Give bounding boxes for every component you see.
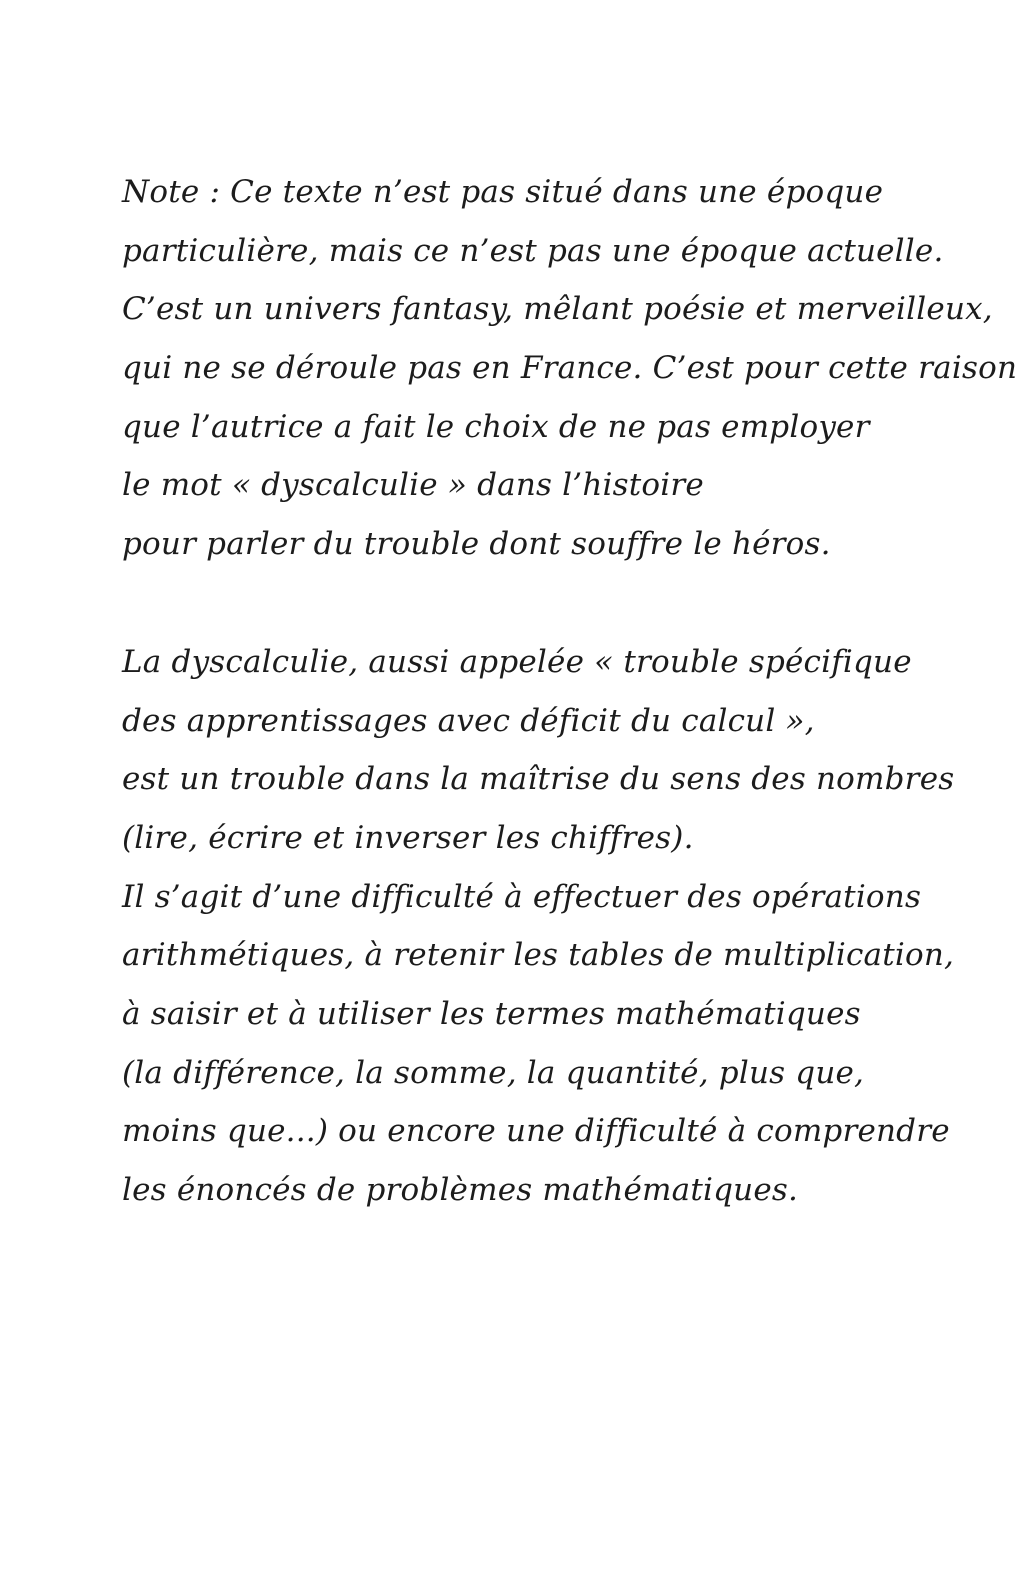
text-line: moins que...) ou encore une difficulté à comprendre <box>122 1113 950 1150</box>
text-line: que l’autrice a fait le choix de ne pas employer <box>122 408 870 445</box>
text-line: Il s’agit d’une difficulté à effectuer des opérations <box>122 878 922 915</box>
text-line: C’est un univers fantasy, mêlant poésie et merveilleux, <box>122 291 993 328</box>
text-line: pour parler du trouble dont souffre le héros. <box>122 526 831 563</box>
text-line: (lire, écrire et inverser les chiffres). <box>122 819 694 856</box>
text-line: Note : Ce texte n’est pas situé dans une époque <box>122 174 884 210</box>
text-line: le mot « dyscalculie » dans l’histoire <box>122 467 704 504</box>
definition-paragraph <box>122 633 955 1220</box>
text-block <box>122 163 1018 1220</box>
text-line: est un trouble dans la maîtrise du sens des nombres <box>122 761 955 798</box>
text-line: (la différence, la somme, la quantité, plus que, <box>122 1054 865 1091</box>
text-line: particulière, mais ce n’est pas une époque actuelle. <box>122 232 944 269</box>
text-line: arithmétiques, à retenir les tables de multiplication, <box>122 937 955 974</box>
text-line: des apprentissages avec déficit du calcul », <box>122 702 815 739</box>
note-paragraph <box>122 163 1018 574</box>
text-line: à saisir et à utiliser les termes mathématiques <box>122 995 861 1032</box>
text-line: La dyscalculie, aussi appelée « trouble spécifique <box>122 643 912 680</box>
text-line: les énoncés de problèmes mathématiques. <box>122 1172 799 1208</box>
text-line: qui ne se déroule pas en France. C’est pour cette raison <box>122 350 1018 387</box>
